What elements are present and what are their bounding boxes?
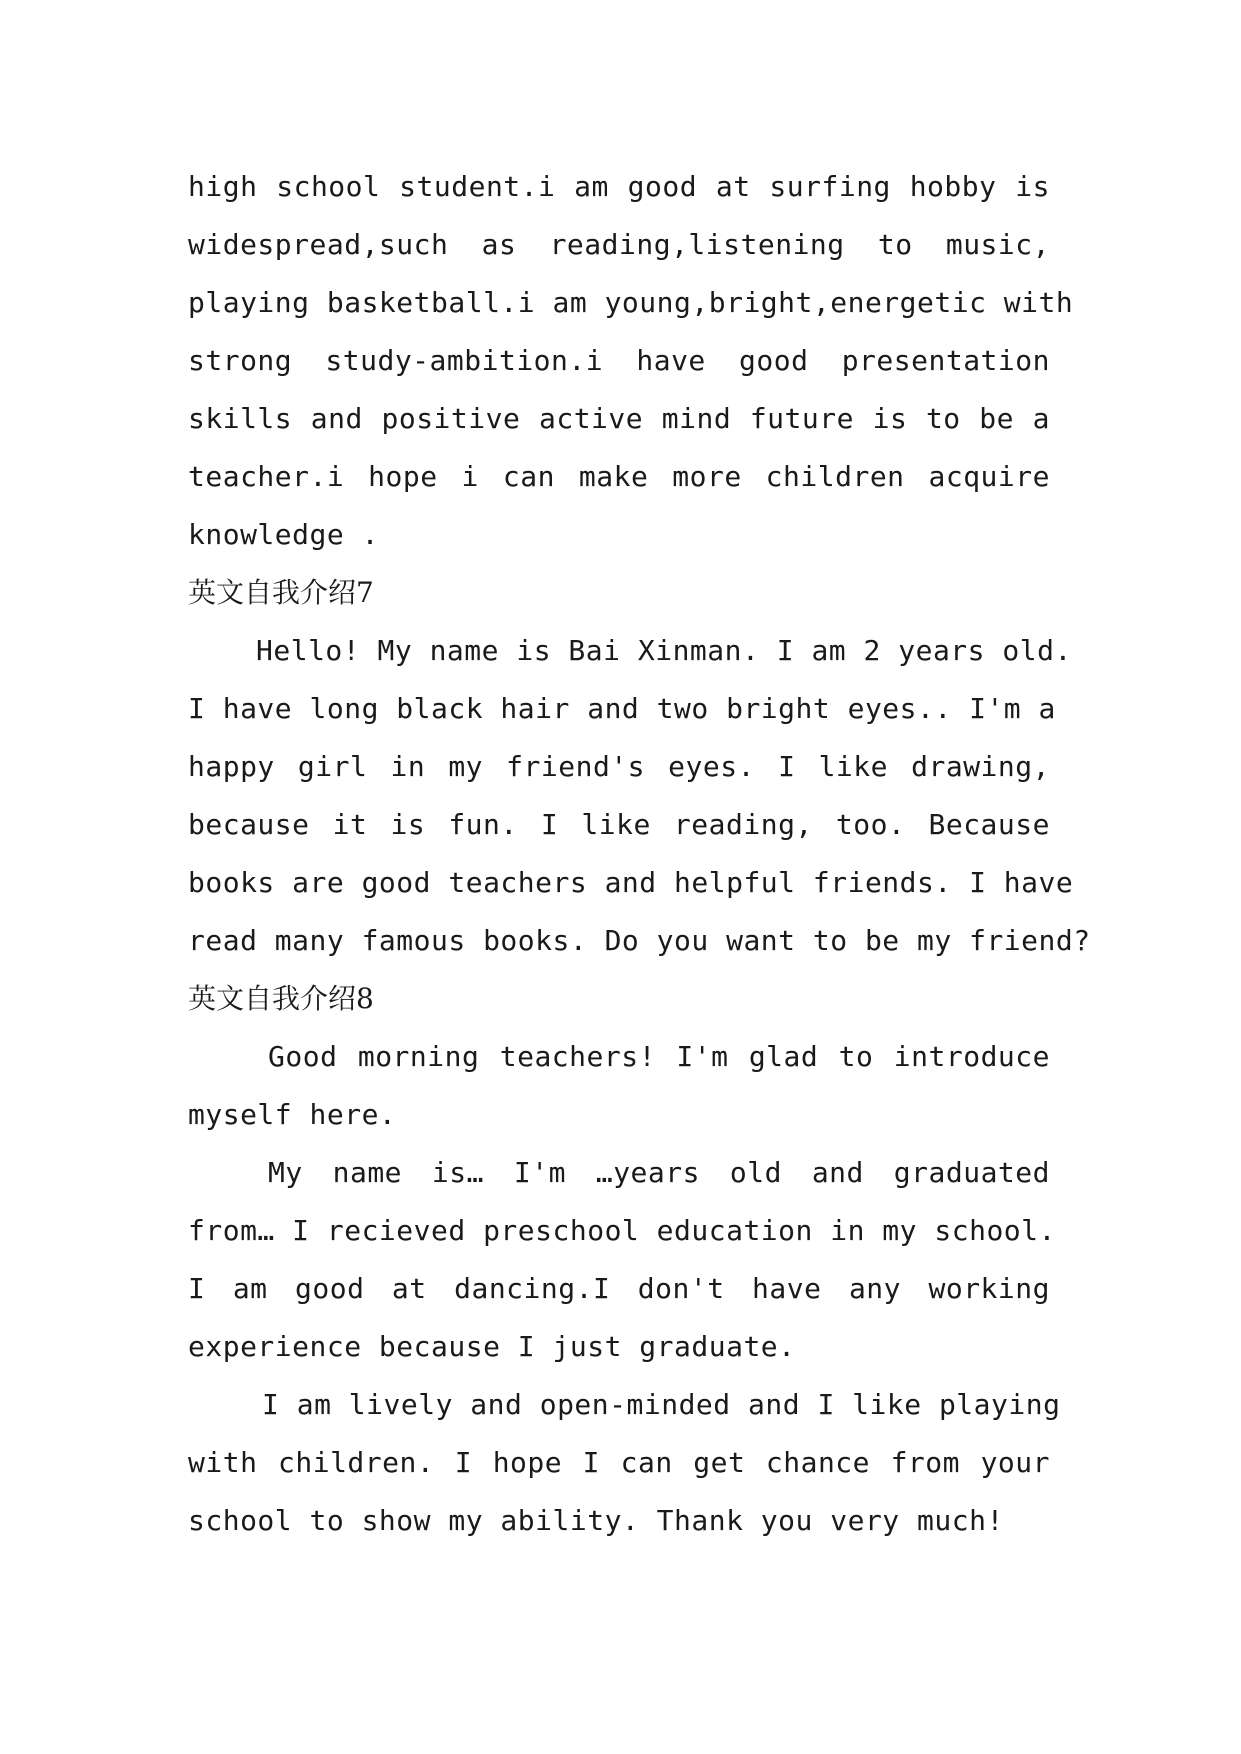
text-line: experience because I just graduate. bbox=[188, 1330, 796, 1363]
text-line: I have long black hair and two bright eyes.. I'm a bbox=[188, 692, 1056, 725]
text-line: because it is fun. I like reading, too. Because bbox=[188, 808, 1050, 841]
section-7-paragraph bbox=[188, 622, 1091, 970]
text-line: high school student.i am good at surfing hobby is bbox=[188, 170, 1050, 203]
text-line: widespread,such as reading,listening to music, bbox=[188, 228, 1050, 261]
text-line: Hello! My name is Bai Xinman. I am 2 years old. bbox=[256, 634, 1072, 667]
text-line: happy girl in my friend's eyes. I like drawing, bbox=[188, 750, 1050, 783]
text-line: knowledge . bbox=[188, 518, 379, 551]
section-heading-8: 英文自我介绍8 bbox=[188, 982, 374, 1015]
section-8-paragraph-2 bbox=[188, 1144, 1056, 1376]
text-line: books are good teachers and helpful friends. I have bbox=[188, 866, 1074, 899]
text-line: My name is… I'm …years old and graduated bbox=[268, 1156, 1050, 1189]
section-heading-7: 英文自我介绍7 bbox=[188, 576, 374, 609]
text-line: Good morning teachers! I'm glad to introduce bbox=[268, 1040, 1050, 1073]
document-body bbox=[188, 158, 1091, 1550]
text-line: with children. I hope I can get chance from your bbox=[188, 1446, 1050, 1479]
text-line: read many famous books. Do you want to be my friend? bbox=[188, 924, 1091, 957]
text-line: strong study-ambition.i have good presentation bbox=[188, 344, 1050, 377]
text-line: playing basketball.i am young,bright,energetic with bbox=[188, 286, 1074, 319]
section-8-paragraph-3 bbox=[188, 1376, 1061, 1550]
text-line: skills and positive active mind future is to be a bbox=[188, 402, 1050, 435]
text-line: I am good at dancing.I don't have any working bbox=[188, 1272, 1050, 1305]
continued-paragraph bbox=[188, 158, 1074, 564]
text-line: school to show my ability. Thank you very much! bbox=[188, 1504, 1004, 1537]
section-8-paragraph-1 bbox=[188, 1028, 1050, 1144]
text-line: I am lively and open-minded and I like playing bbox=[262, 1388, 1061, 1421]
text-line: myself here. bbox=[188, 1098, 397, 1131]
text-line: teacher.i hope i can make more children acquire bbox=[188, 460, 1050, 493]
text-line: from… I recieved preschool education in my school. bbox=[188, 1214, 1056, 1247]
